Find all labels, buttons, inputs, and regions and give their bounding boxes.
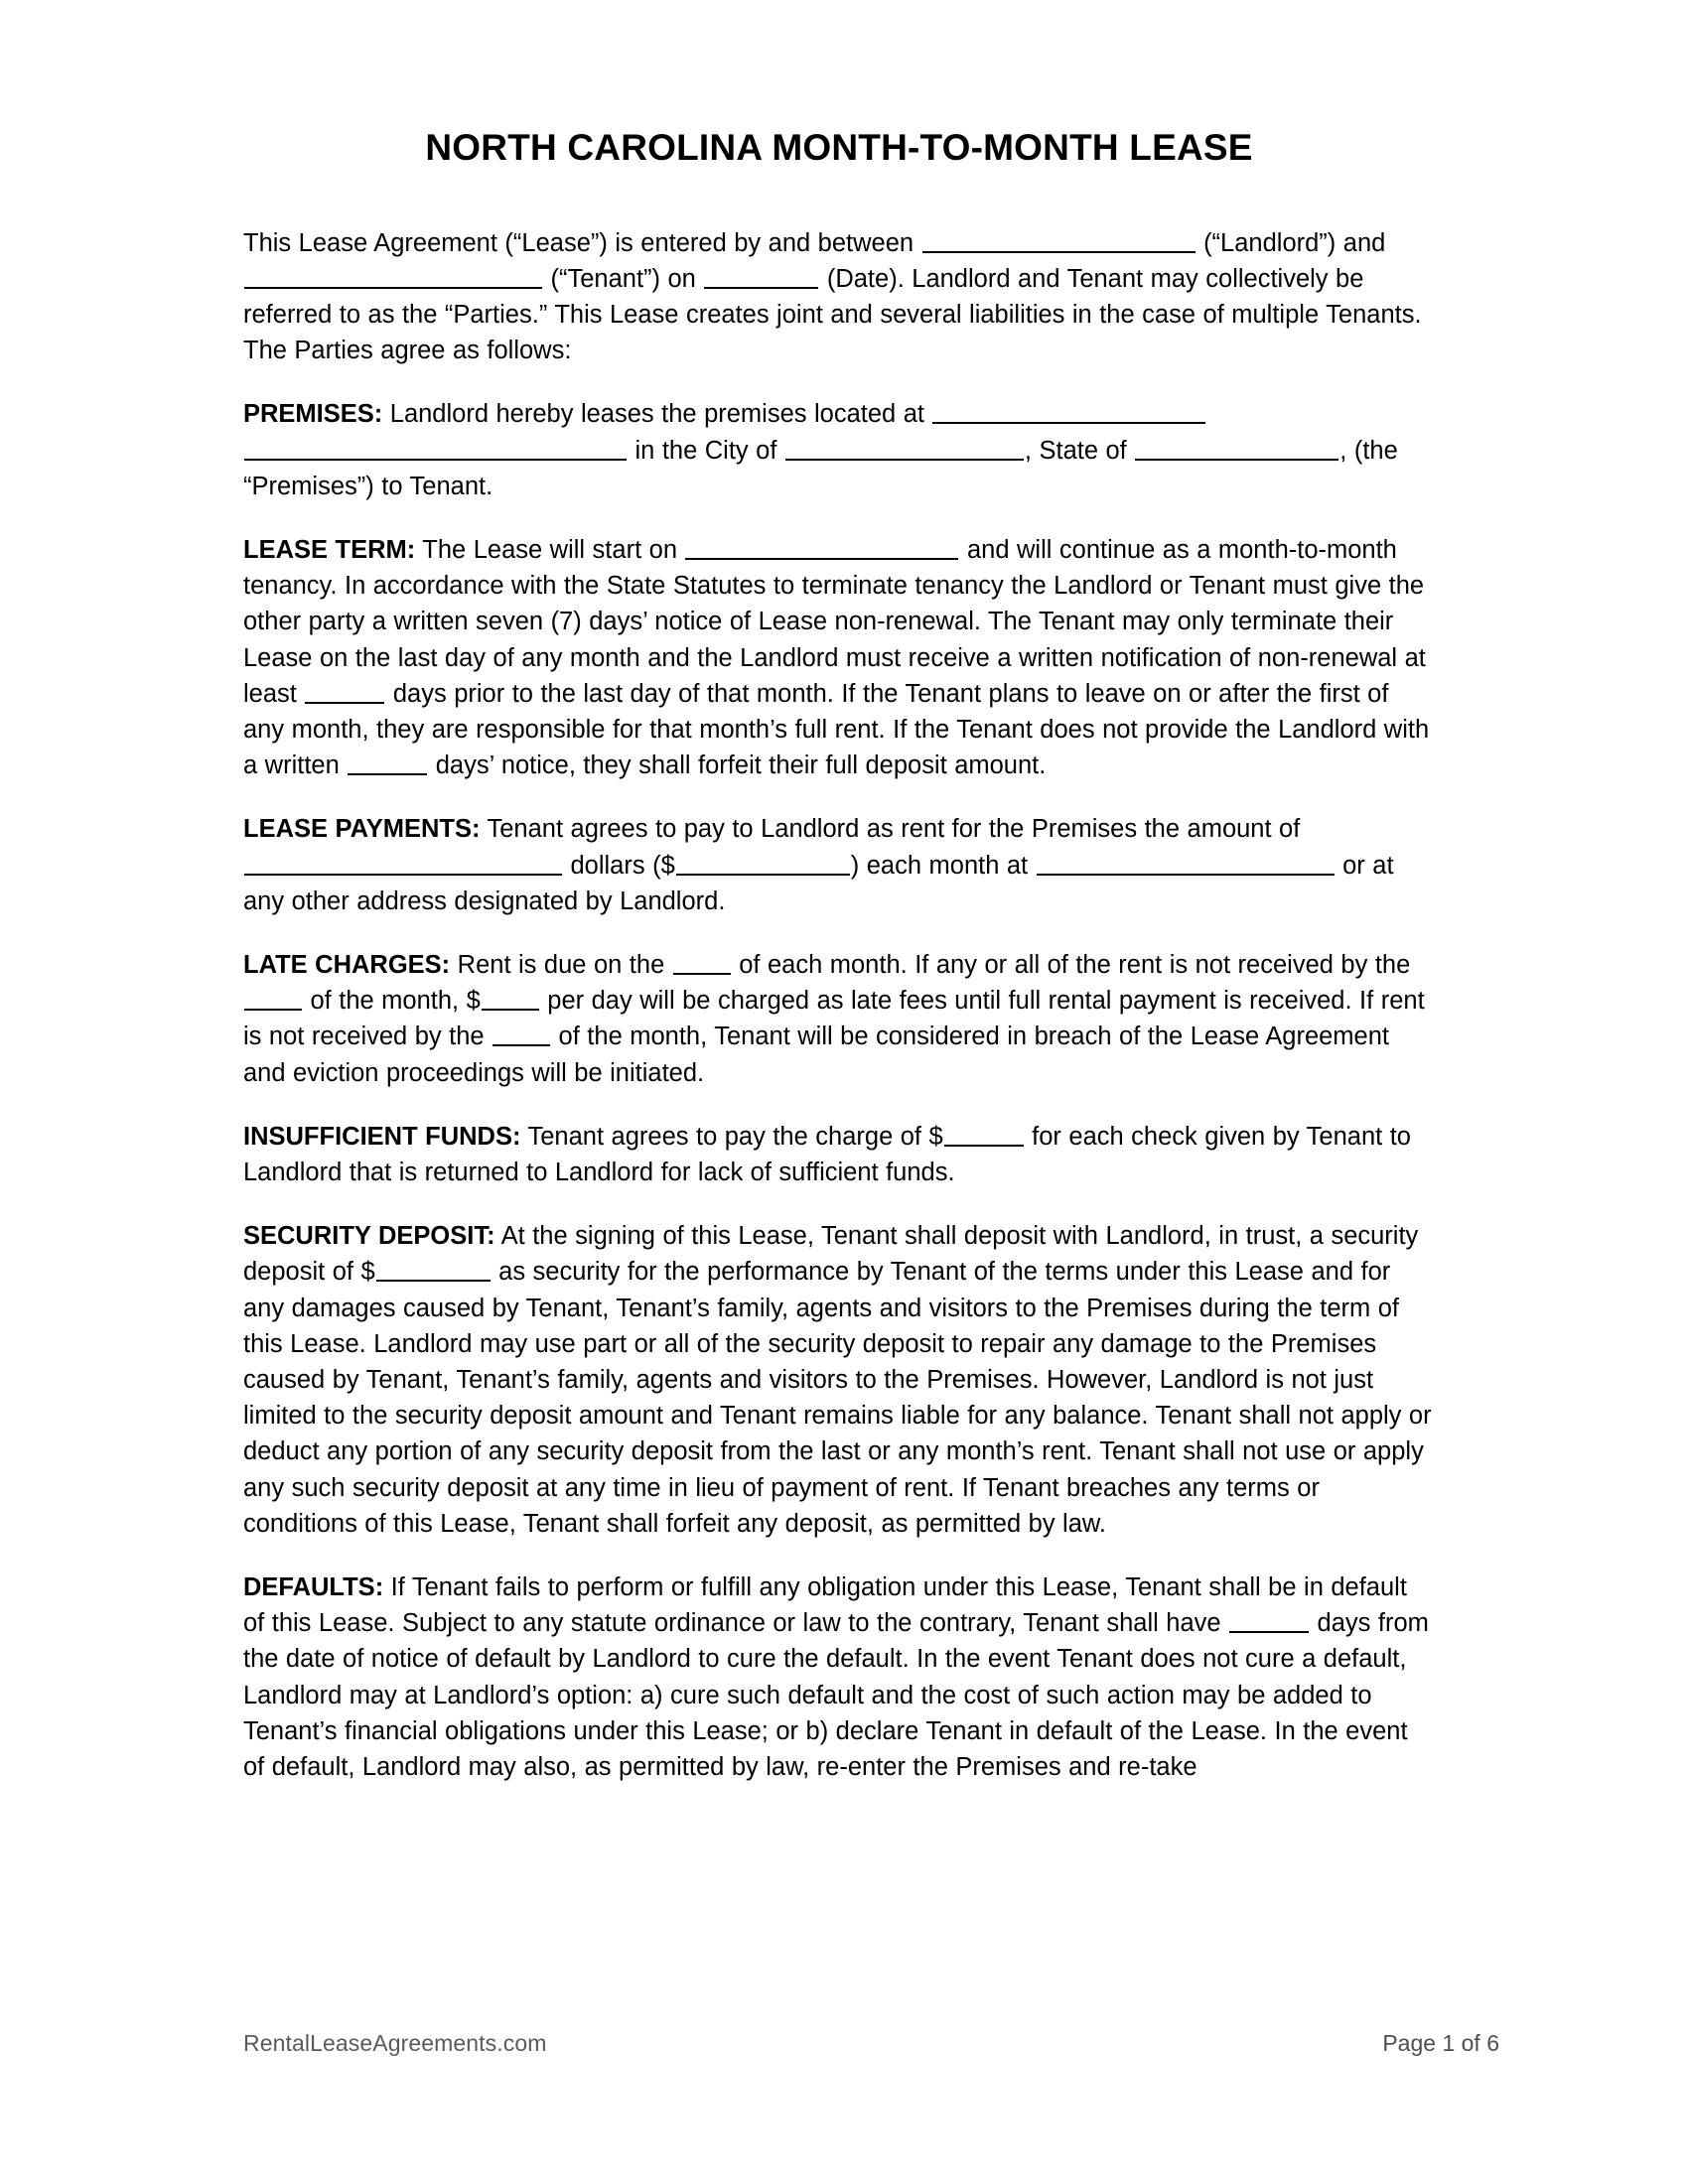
blank-rent-amount-figures[interactable]: [676, 852, 850, 876]
section-heading-lease-payments: LEASE PAYMENTS:: [243, 815, 481, 844]
paragraph-late-charges: [243, 947, 1435, 1091]
premises-text-1: Landlord hereby leases the premises located at: [382, 400, 932, 429]
footer-page-number: Page 1 of 6: [1382, 2030, 1499, 2056]
lease-payments-text-3: ) each month at: [850, 851, 1036, 880]
section-heading-lease-term: LEASE TERM:: [243, 535, 416, 564]
lease-term-text-2: and will continue as a month-to-month tenancy. In accordance with the State Statutes to terminate tenancy the Landlord or Tenant must give the other party a written seven (7) days’ notice of Lease non-renewal. The Tenant may only terminate their Lease on the last day of any month and the Landlord must receive a written notification of non-renewal at least: [243, 535, 1426, 708]
blank-late-fee-amount[interactable]: [482, 987, 539, 1011]
late-charges-text-2: of each month. If any or all of the rent is not received by the: [731, 951, 1411, 979]
blank-rent-amount-words[interactable]: [244, 852, 562, 876]
page-footer: [243, 2030, 1499, 2057]
late-charges-text-1: Rent is due on the: [450, 951, 672, 979]
lease-payments-text-1: Tenant agrees to pay to Landlord as rent for the Premises the amount of: [480, 815, 1301, 844]
section-heading-late-charges: LATE CHARGES:: [243, 951, 451, 979]
page-title: NORTH CAROLINA MONTH-TO-MONTH LEASE: [425, 127, 1253, 168]
late-charges-text-5: of the month, Tenant will be considered in breach of the Lease Agreement and eviction proceedings will be initiated.: [243, 1023, 1389, 1087]
insufficient-funds-text-1: Tenant agrees to pay the charge of $: [520, 1122, 943, 1151]
defaults-text-1: If Tenant fails to perform or fulfill any obligation under this Lease, Tenant shall be in default of this Lease. Subject to any statute ordinance or law to the contrary, Tenant shall have: [243, 1573, 1407, 1638]
lease-term-text-4: days’ notice, they shall forfeit their full deposit amount.: [428, 751, 1047, 780]
lease-term-text-3: days prior to the last day of that month. If the Tenant plans to leave on or after the first of any month, they are responsible for that month’s full rent. If the Tenant does not provide the Landlord with a written: [243, 679, 1430, 780]
blank-breach-day[interactable]: [492, 1023, 550, 1046]
security-deposit-text-1: At the signing of this Lease, Tenant shall deposit with Landlord, in trust, a security deposit of $: [243, 1222, 1419, 1287]
section-heading-insufficient-funds: INSUFFICIENT FUNDS:: [243, 1122, 521, 1151]
blank-city[interactable]: [785, 437, 1024, 461]
premises-text-3: , State of: [1024, 436, 1135, 465]
intro-text-2: (“Landlord”) and: [1196, 228, 1386, 257]
premises-text-4: , (the “Premises”) to Tenant.: [243, 436, 1398, 500]
defaults-text-2: days from the date of notice of default by Landlord to cure the default. In the event Tenant does not cure a default, Landlord may at Landlord’s option: a) cure such default and the cost of such action may be added to Tenant’s financial obligations under this Lease; or b) declare Tenant in default of the Lease. In the event of default, Landlord may also, as permitted by law, re-enter the Premises and re-take: [243, 1609, 1429, 1782]
late-charges-text-4: per day will be charged as late fees until full rental payment is received. If rent is not received by the: [243, 987, 1425, 1051]
section-heading-defaults: DEFAULTS:: [243, 1573, 384, 1602]
blank-cure-days[interactable]: [1229, 1609, 1309, 1633]
blank-payment-address[interactable]: [1037, 852, 1335, 876]
intro-text-3: (“Tenant”) on: [543, 264, 704, 293]
security-deposit-text-2: as security for the performance by Tenant of the terms under this Lease and for any damages caused by Tenant, Tenant’s family, agents and visitors to the Premises during the term of this Lease. Landlord may use part or all of the security deposit to repair any damage to the Premises caused by Tenant, Tenant’s family, agents and visitors to the Premises. However, Landlord is not just limited to the security deposit amount and Tenant remains liable for any balance. Tenant shall not apply or deduct any portion of any security deposit from the last or any month’s rent. Tenant shall not use or apply any such security deposit at any time in lieu of payment of rent. If Tenant breaches any terms or conditions of this Lease, Tenant shall forfeit any deposit, as permitted by law.: [243, 1258, 1432, 1538]
blank-date[interactable]: [704, 265, 818, 289]
paragraph-intro: [243, 225, 1435, 369]
intro-text-1: This Lease Agreement (“Lease”) is entered by and between: [243, 228, 921, 257]
blank-landlord-name[interactable]: [922, 229, 1196, 253]
lease-term-text-1: The Lease will start on: [415, 535, 685, 564]
blank-notice-days[interactable]: [305, 680, 384, 704]
paragraph-lease-payments: [243, 811, 1435, 919]
document-body: [243, 127, 1435, 1785]
blank-security-deposit-amount[interactable]: [376, 1258, 491, 1282]
late-charges-text-3: of the month, $: [303, 987, 481, 1016]
blank-premises-address[interactable]: [932, 400, 1205, 424]
lease-payments-text-4: or at any other address designated by Landlord.: [243, 851, 1394, 915]
insufficient-funds-text-2: for each check given by Tenant to Landlord that is returned to Landlord for lack of sufficient funds.: [243, 1122, 1411, 1187]
blank-start-date[interactable]: [685, 536, 958, 560]
blank-rent-due-day[interactable]: [673, 951, 731, 975]
blank-late-day[interactable]: [244, 987, 302, 1011]
intro-text-4: (Date). Landlord and Tenant may collectively be referred to as the “Parties.” This Lease creates joint and several liabilities in the case of multiple Tenants. The Parties agree as follows:: [243, 264, 1422, 365]
section-heading-security-deposit: SECURITY DEPOSIT:: [243, 1222, 495, 1251]
blank-tenant-name[interactable]: [244, 265, 542, 289]
paragraph-insufficient-funds: [243, 1119, 1435, 1190]
footer-site-name: RentalLeaseAgreements.com: [243, 2030, 547, 2056]
paragraph-lease-term: [243, 532, 1435, 783]
blank-premises-address-2[interactable]: [244, 437, 627, 461]
blank-nsf-charge[interactable]: [944, 1123, 1024, 1147]
lease-payments-text-2: dollars ($: [563, 851, 675, 880]
section-heading-premises: PREMISES:: [243, 400, 383, 429]
paragraph-security-deposit: [243, 1218, 1435, 1542]
blank-written-notice-days[interactable]: [348, 751, 427, 775]
paragraph-defaults: [243, 1570, 1435, 1785]
premises-text-2: in the City of: [628, 436, 784, 465]
paragraph-premises: [243, 396, 1435, 504]
blank-state[interactable]: [1135, 437, 1338, 461]
